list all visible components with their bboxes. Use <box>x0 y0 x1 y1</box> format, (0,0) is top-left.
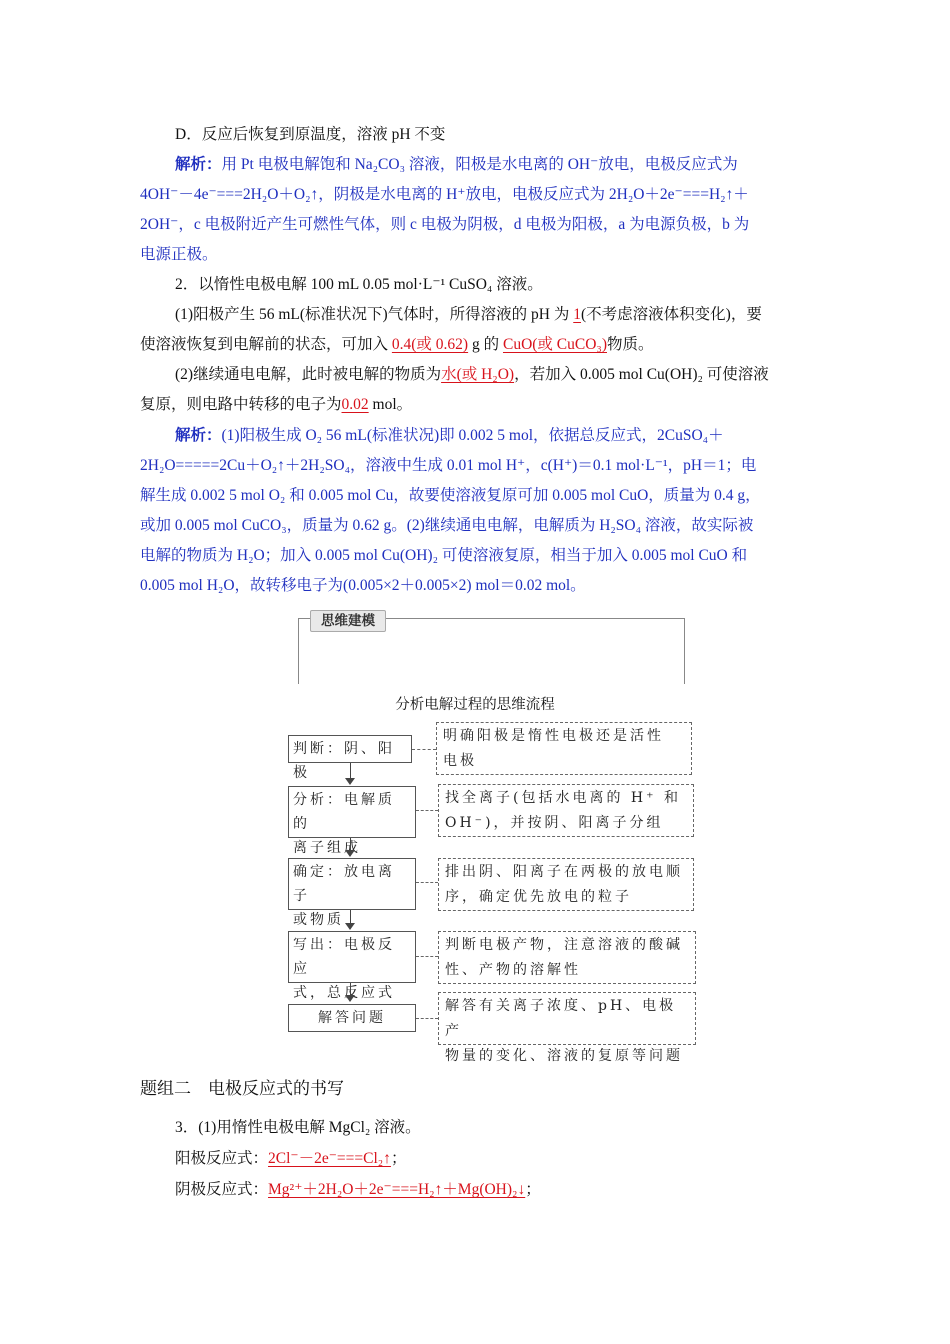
answer-mass: 0.4(或 0.62) <box>391 336 469 353</box>
section-heading: 题组二 电极反应式的书写 <box>140 1079 344 1099</box>
q3-stem: 3．(1)用惰性电极电解 MgCl₂ 溶液。 <box>175 1119 421 1136</box>
flow-line <box>350 910 351 923</box>
q2-analysis-line-1: 解析：(1)阳极生成 O₂ 56 mL(标准状况)即 0.002 5 mol，依据总反应式，2CuSO₄＋ <box>175 427 724 444</box>
flow-note-1: 明确阳极是惰性电极还是活性 电极 <box>436 722 692 775</box>
answer-electrolyzed: 水(或 H₂O) <box>441 366 515 383</box>
q1-analysis-line-1: 解析：用 Pt 电极电解饱和 Na₂CO₃ 溶液，阳极是水电离的 OH⁻放电，电极反应式为 <box>175 156 738 173</box>
flow-step-3: 确定：放电离子 或物质 <box>288 858 416 910</box>
arrow-down-icon <box>345 850 355 857</box>
flow-line <box>350 838 351 850</box>
flow-note-4: 判断电极产物，注意溶液的酸碱 性、产物的溶解性 <box>438 931 696 984</box>
flow-title: 分析电解过程的思维流程 <box>395 697 555 713</box>
flow-note-2: 找全离子(包括水电离的 H⁺ 和 OH⁻)，并按阴、阳离子分组 <box>438 784 694 837</box>
answer-substance: CuO(或 CuCO₃) <box>502 336 607 353</box>
flow-note-3: 排出阴、阳离子在两极的放电顺 序，确定优先放电的粒子 <box>438 858 694 911</box>
q2-part1-line-2: 使溶液恢复到电解前的状态，可加入 0.4(或 0.62) g 的 CuO(或 CuCO₃)物质。 <box>140 336 654 353</box>
model-tag: 思维建模 <box>310 610 386 632</box>
connector <box>416 882 438 883</box>
q2-analysis-line-3: 解生成 0.002 5 mol O₂ 和 0.005 mol Cu，故要使溶液复原可加 0.005 mol CuO，质量为 0.4 g， <box>140 487 761 504</box>
cathode-answer: Mg²⁺＋2H₂O＋2e⁻===H₂↑＋Mg(OH)₂↓ <box>268 1181 526 1198</box>
flow-line <box>350 763 351 778</box>
q2-analysis-line-6: 0.005 mol H₂O，故转移电子为(0.005×2＋0.005×2) mol＝0.02 mol。 <box>140 577 586 594</box>
q1-analysis-line-4: 电源正极。 <box>140 246 218 263</box>
flow-step-2: 分析：电解质的 离子组成 <box>288 786 416 838</box>
arrow-down-icon <box>345 923 355 930</box>
q2-part1-line-1: (1)阳极产生 56 mL(标准状况下)气体时，所得溶液的 pH 为 1(不考虑溶液体积变化)，要 <box>175 306 762 323</box>
q2-analysis-line-2: 2H₂O=====2Cu＋O₂↑＋2H₂SO₄，溶液中生成 0.01 mol H⁺，c(H⁺)＝0.1 mol·L⁻¹，pH＝1；电 <box>140 457 757 474</box>
arrow-down-icon <box>345 778 355 785</box>
connector <box>416 1018 438 1019</box>
anode-reaction: 阳极反应式：2Cl⁻－2e⁻===Cl₂↑； <box>175 1150 407 1167</box>
q2-part2-line-1: (2)继续通电电解，此时被电解的物质为水(或 H₂O)，若加入 0.005 mol Cu(OH)₂ 可使溶液 <box>175 366 769 383</box>
q2-analysis-line-5: 电解的物质为 H₂O；加入 0.005 mol Cu(OH)₂ 可使溶液复原，相当于加入 0.005 mol CuO 和 <box>140 547 748 564</box>
answer-electrons: 0.02 <box>341 396 369 413</box>
flow-note-5: 解答有关离子浓度、pH、电极产 物量的变化、溶液的复原等问题 <box>438 992 696 1045</box>
connector <box>412 749 436 750</box>
connector <box>416 956 438 957</box>
analysis-label: 解析： <box>175 156 222 173</box>
arrow-down-icon <box>345 995 355 1002</box>
anode-answer: 2Cl⁻－2e⁻===Cl₂↑ <box>268 1150 391 1167</box>
cathode-reaction: 阴极反应式：Mg²⁺＋2H₂O＋2e⁻===H₂↑＋Mg(OH)₂↓； <box>175 1181 541 1198</box>
flow-step-5: 解答问题 <box>288 1004 416 1032</box>
analysis-label: 解析： <box>175 427 222 444</box>
option-d: D．反应后恢复到原温度，溶液 pH 不变 <box>175 126 446 143</box>
flow-step-4: 写出：电极反应 式，总反应式 <box>288 931 416 983</box>
flow-step-1: 判断：阴、阳极 <box>288 735 412 763</box>
q2-part2-line-2: 复原，则电路中转移的电子为0.02 mol。 <box>140 396 413 413</box>
q2-analysis-line-4: 或加 0.005 mol CuCO₃，质量为 0.62 g。(2)继续通电电解，电解质为 H₂SO₄ 溶液，故实际被 <box>140 517 754 534</box>
answer-ph: 1 <box>573 306 581 323</box>
q1-analysis-line-3: 2OH⁻，c 电极附近产生可燃性气体，则 c 电极为阴极，d 电极为阳极，a 为电源负极，b 为 <box>140 216 750 233</box>
q1-analysis-line-2: 4OH⁻－4e⁻===2H₂O＋O₂↑，阴极是水电离的 H⁺放电，电极反应式为 2H₂O＋2e⁻===H₂↑＋ <box>140 186 749 203</box>
flow-line <box>350 983 351 995</box>
connector <box>416 810 438 811</box>
q2-stem: 2．以惰性电极电解 100 mL 0.05 mol·L⁻¹ CuSO₄ 溶液。 <box>175 276 543 293</box>
